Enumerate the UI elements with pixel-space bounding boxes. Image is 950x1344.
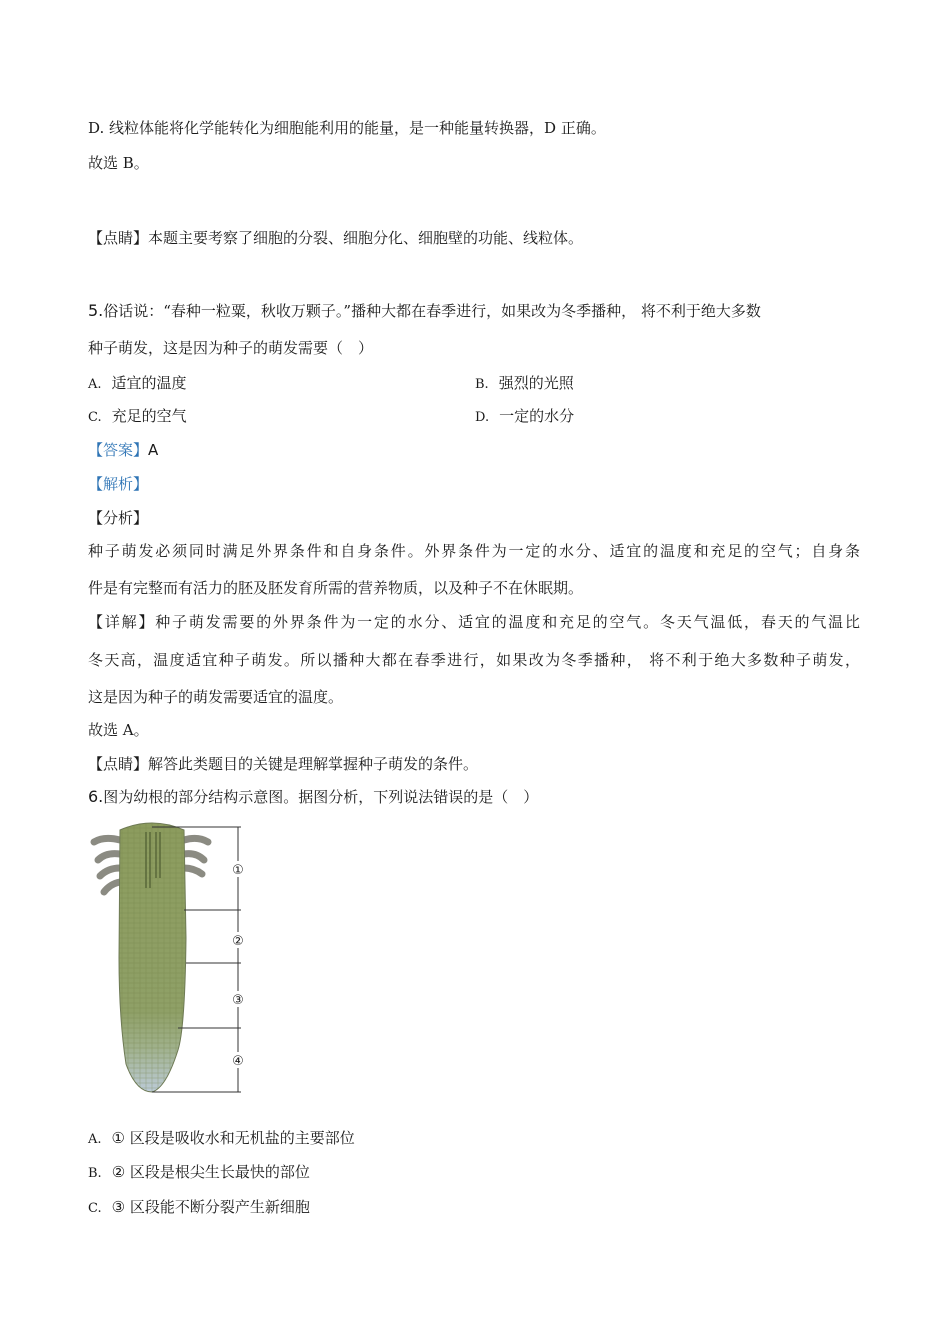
q5-fenxi-tag: 【分析】: [88, 509, 149, 527]
root-tip-figure: [86, 818, 266, 1098]
q5-stem-line1: [88, 301, 761, 321]
q5-option-a-text: 适宜的温度: [111, 374, 187, 392]
q5-answer: [88, 440, 158, 460]
q6-option-c-text: ③ 区段能不断分裂产生新细胞: [111, 1198, 310, 1216]
q5-stem-line2: 种子萌发，这是因为种子的萌发需要（ ）: [88, 339, 374, 357]
q5-option-a-letter: A.: [88, 377, 102, 392]
q5-option-b: [475, 373, 574, 395]
q5-comment: 【点睛】解答此类题目的关键是理解掌握种子萌发的条件。: [88, 755, 479, 773]
q6-option-a: [88, 1128, 355, 1150]
q6-stem-text: 图为幼根的部分结构示意图。据图分析，下列说法错误的是（ ）: [103, 788, 539, 806]
q4-choose: 故选 B。: [88, 154, 149, 172]
q6-number: 6.: [88, 787, 104, 806]
q5-stem-text: 俗话说：“春种一粒粟，秋收万颗子。”播种大都在春季进行，如果改为冬季播种， 将不利于绝大多数: [103, 302, 761, 320]
q4-option-d-explanation: D. 线粒体能将化学能转化为细胞能利用的能量，是一种能量转换器，D 正确。: [88, 119, 606, 137]
q6-option-c-letter: C.: [88, 1201, 102, 1216]
q5-analysis-tag: 【解析】: [88, 475, 149, 493]
zone-label-1: ①: [232, 863, 244, 878]
zone-label-4: ④: [232, 1054, 244, 1069]
q6-stem: [88, 787, 538, 807]
q5-option-a: [88, 373, 187, 395]
q5-option-b-letter: B.: [475, 377, 489, 392]
zone-label-3: ③: [232, 993, 244, 1008]
q5-detail-line3: 这是因为种子的萌发需要适宜的温度。: [88, 688, 344, 706]
q6-option-b: [88, 1162, 310, 1184]
q6-option-b-text: ② 区段是根尖生长最快的部位: [111, 1163, 310, 1181]
q5-fenxi-line1: 种子萌发必须同时满足外界条件和自身条件。外界条件为一定的水分、适宜的温度和充足的空气；自身条: [88, 542, 860, 560]
q5-option-d: [475, 406, 574, 428]
q5-option-d-letter: D.: [475, 410, 490, 425]
q4-comment: 【点睛】本题主要考察了细胞的分裂、细胞分化、细胞壁的功能、线粒体。: [88, 229, 584, 247]
q6-option-b-letter: B.: [88, 1166, 102, 1181]
q5-answer-tag: 【答案】: [88, 441, 149, 459]
q6-option-a-letter: A.: [88, 1132, 102, 1147]
q5-option-b-text: 强烈的光照: [498, 374, 574, 392]
q6-option-c: [88, 1197, 310, 1219]
q5-option-c: [88, 406, 187, 428]
zone-label-2: ②: [232, 934, 244, 949]
q5-choose: 故选 A。: [88, 721, 149, 739]
q5-fenxi-line2: 件是有完整而有活力的胚及胚发育所需的营养物质，以及种子不在休眠期。: [88, 579, 584, 597]
q5-number: 5.: [88, 301, 104, 320]
q5-option-d-text: 一定的水分: [499, 407, 575, 425]
q5-option-c-letter: C.: [88, 410, 102, 425]
q5-detail-line2: 冬天高，温度适宜种子萌发。所以播种大都在春季进行，如果改为冬季播种， 将不利于绝大多数种子萌发，: [88, 651, 860, 669]
q5-option-c-text: 充足的空气: [111, 407, 187, 425]
q5-detail-line1: 【详解】种子萌发需要的外界条件为一定的水分、适宜的温度和充足的空气。冬天气温低，春天的气温比: [88, 613, 860, 631]
q6-option-a-text: ① 区段是吸收水和无机盐的主要部位: [111, 1129, 355, 1147]
q5-answer-value: A: [148, 441, 159, 459]
